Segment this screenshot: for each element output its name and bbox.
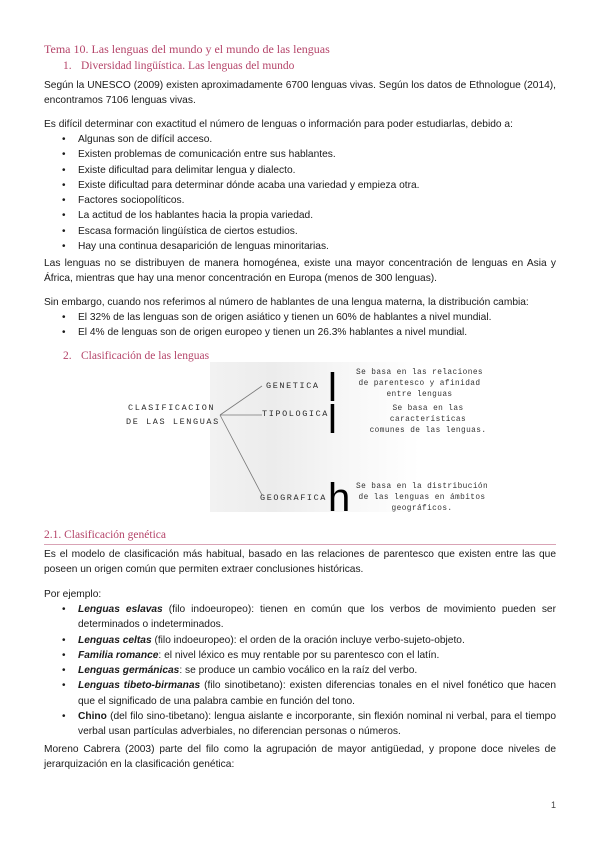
paragraph-distribution: Las lenguas no se distribuyen de manera homogénea, existe una mayor concentración de lenguas en Asia y África, mientras que hay una menor concentración en Europa (menos de 300 lenguas). (44, 258, 556, 285)
example-text: (del filo sino-tibetano): lengua aislante e incorporante, sin flexión nominal ni verbal, para el tiempo verbal usan partículas adverbiales, no diferencian personas o números. (78, 711, 556, 738)
list-item: • Algunas son de difícil acceso. (62, 132, 556, 147)
subsection-heading: 2.1. Clasificación genética (44, 529, 166, 541)
list-item (62, 678, 556, 709)
list-item: • Hay una continua desaparición de lenguas minoritarias. (62, 239, 556, 254)
example-text: (filo indoeuropeo): el orden de la oración incluye verbo-sujeto-objeto. (151, 634, 465, 646)
list-item: • Existen problemas de comunicación entre sus hablantes. (62, 147, 556, 162)
list-item (62, 602, 556, 633)
document-title: Tema 10. Las lenguas del mundo y el mundo de las lenguas (44, 42, 330, 56)
section-number: 2. (63, 350, 72, 362)
glyph-l-mark: l (328, 366, 337, 410)
list-item (62, 648, 556, 663)
section-title: Diversidad lingüística. Las lenguas del mundo (81, 60, 295, 72)
section-heading-1 (63, 60, 294, 72)
desc-line: Se basa en la distribución (356, 483, 489, 491)
example-term: Lenguas eslavas (78, 604, 163, 615)
list-item (62, 633, 556, 648)
classification-diagram (120, 360, 500, 520)
glyph-h-mark: h (328, 476, 351, 520)
diagram-center-line2: DE LAS LENGUAS (126, 417, 220, 427)
example-text: (filo indoeuropeo): tienen en común que los verbos de movimiento pueden ser determinados o indeterminados. (78, 604, 556, 631)
example-term: Chino (78, 711, 107, 723)
branch-geografica-label: GEOGRAFICA (260, 493, 328, 503)
list-item: • Existe dificultad para determinar dónde acaba una variedad y empieza otra. (62, 178, 556, 193)
page-number: 1 (551, 800, 557, 810)
example-text: : el nivel léxico es muy rentable por su parentesco con el latín. (158, 649, 440, 661)
branch-genetica-label: GENETICA (266, 381, 320, 391)
list-item (62, 709, 556, 740)
example-term: Lenguas celtas (78, 634, 152, 646)
example-term: Familia romance (78, 649, 159, 661)
paragraph-example-intro: Por ejemplo: (44, 589, 102, 600)
paragraph-moreno-cabrera: Moreno Cabrera (2003) parte del filo como la agrupación de mayor antigüedad, y propone doce niveles de jerarquización en la clasificación genética: (44, 744, 556, 771)
desc-line: Se basa en las relaciones (356, 369, 483, 377)
section-number: 1. (63, 60, 72, 72)
list-item: • La actitud de los hablantes hacia la propia variedad. (62, 208, 556, 223)
branch-geografica-description (356, 482, 488, 515)
desc-line: Se basa en las características (389, 405, 467, 424)
desc-line: entre lenguas (386, 391, 453, 399)
example-term: Lenguas tibeto-birmanas (78, 680, 201, 692)
glyph-l-mark: l (328, 398, 337, 442)
paragraph-speakers: Sin embargo, cuando nos referimos al número de hablantes de una lengua materna, la distribución cambia: (44, 297, 529, 308)
desc-line: geográficos. (391, 505, 453, 513)
heading-underline (44, 544, 556, 545)
example-text: (filo sinotibetano): existen diferencias tonales en el nivel fonético que hacen que el significado de una palabra cambie en función del tono. (78, 680, 556, 707)
diagram-center-line1: CLASIFICACION (128, 403, 216, 413)
branch-tipologica-description (356, 404, 500, 437)
example-text: : se produce un cambio vocálico en la raíz del verbo. (179, 665, 418, 677)
distribution-list (62, 310, 556, 341)
desc-line: de parentesco y afinidad (358, 380, 481, 388)
desc-line: comunes de las lenguas. (369, 427, 487, 435)
example-term: Lenguas germánicas (78, 665, 180, 677)
branch-genetica-description (356, 368, 483, 401)
branch-tipologica-label: TIPOLOGICA (262, 409, 330, 419)
paragraph-difficulty: Es difícil determinar con exactitud el número de lenguas o información para poder estudiarlas, debido a: (44, 119, 513, 130)
list-item: • El 4% de lenguas son de origen europeo y tienen un 26.3% hablantes a nivel mundial. (62, 325, 556, 340)
examples-list (62, 602, 556, 740)
section-title: Clasificación de las lenguas (81, 350, 210, 362)
list-item: • Factores sociopolíticos. (62, 193, 556, 208)
list-item: • El 32% de las lenguas son de origen asiático y tienen un 60% de hablantes a nivel mundial. (62, 310, 556, 325)
paragraph-unesco: Según la UNESCO (2009) existen aproximadamente 6700 lenguas vivas. Según los datos de Ethnologue (2014), encontramos 7106 lenguas vivas. (44, 80, 556, 107)
list-item: • Existe dificultad para delimitar lengua y dialecto. (62, 163, 556, 178)
reasons-list (62, 132, 556, 254)
list-item (62, 663, 556, 678)
list-item: • Escasa formación lingüística de ciertos estudios. (62, 224, 556, 239)
paragraph-genetic-model: Es el modelo de clasificación más habitual, basado en las relaciones de parentesco que existen entre las que poseen un origen común que permiten extraer conclusiones históricas. (44, 549, 556, 576)
desc-line: de las lenguas en ámbitos (358, 494, 486, 502)
